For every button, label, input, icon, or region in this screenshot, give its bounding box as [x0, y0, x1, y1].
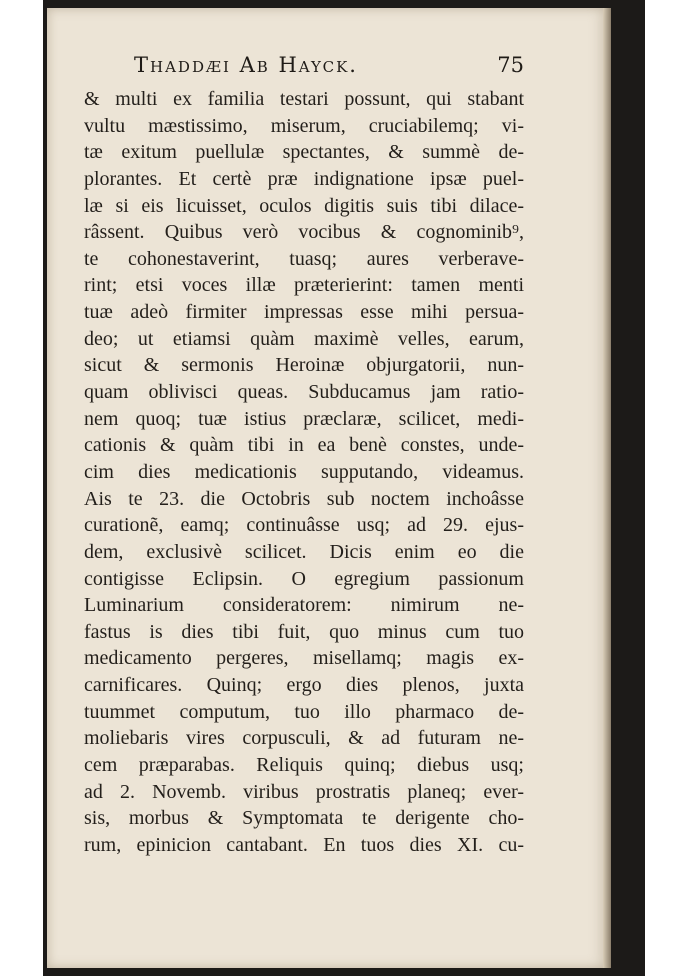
text-line: tæ exitum puellulæ spectantes, & summè de- — [84, 141, 524, 164]
running-head: Thaddæi Ab Hayck. — [134, 53, 358, 77]
text-line: râssent. Quibus verò vocibus & cognominib⁹, — [84, 221, 524, 244]
text-line: moliebaris vires corpusculi, & ad futuram ne- — [84, 727, 524, 750]
text-line: cationis & quàm tibi in ea benè constes, unde- — [84, 434, 524, 457]
text-line: plorantes. Et certè præ indignatione ipsæ puel- — [84, 167, 524, 190]
text-line: Luminarium consideratorem: nimirum ne- — [84, 594, 524, 617]
text-line: dem, exclusivè scilicet. Dicis enim eo die — [84, 540, 524, 563]
text-line: quam oblivisci queas. Subducamus jam ratio- — [84, 381, 524, 404]
page-edge — [603, 8, 611, 968]
text-line: & multi ex familia testari possunt, qui stabant — [84, 88, 524, 110]
text-line: medicamento pergeres, misellamq; magis ex- — [84, 647, 524, 670]
body-text — [84, 86, 524, 859]
text-line: contigisse Eclipsin. O egregium passionum — [84, 567, 524, 590]
page-header — [84, 50, 524, 86]
text-line: læ si eis licuisset, oculos digitis suis tibi dilace- — [84, 194, 524, 217]
text-line: rint; etsi voces illæ præterierint: tamen menti — [84, 274, 524, 297]
text-line: vultu mæstissimo, miserum, cruciabilemq; vi- — [84, 114, 524, 137]
text-line: fastus is dies tibi fuit, quo minus cum tuo — [84, 620, 524, 643]
text-line: te cohonestaverint, tuasq; aures verberave- — [84, 247, 524, 270]
text-line: cem præparabas. Reliquis quinq; diebus usq; — [84, 754, 524, 777]
text-line: Ais te 23. die Octobris sub noctem inchoâsse — [84, 487, 524, 510]
text-line: tuummet computum, tuo illo pharmaco de- — [84, 700, 524, 723]
text-line: tuæ adeò firmiter impressas esse mihi persua- — [84, 301, 524, 324]
text-line: carnificares. Quinq; ergo dies plenos, juxta — [84, 674, 524, 697]
text-line: sis, morbus & Symptomata te derigente cho- — [84, 807, 524, 830]
text-line: rum, epinicion cantabant. En tuos dies XI. cu- — [84, 833, 524, 856]
text-line: sicut & sermonis Heroinæ objurgatorii, nun- — [84, 354, 524, 377]
text-line: ad 2. Novemb. viribus prostratis planeq; ever- — [84, 780, 524, 803]
text-line: deo; ut etiamsi quàm maximè velles, earum, — [84, 327, 524, 350]
page-number: 75 — [497, 53, 524, 77]
text-line: curationẽ, eamq; continuâsse usq; ad 29. ejus- — [84, 514, 524, 537]
text-line: cim dies medicationis supputando, videamus. — [84, 460, 524, 483]
text-line: nem quoq; tuæ istius præclaræ, scilicet, medi- — [84, 407, 524, 430]
